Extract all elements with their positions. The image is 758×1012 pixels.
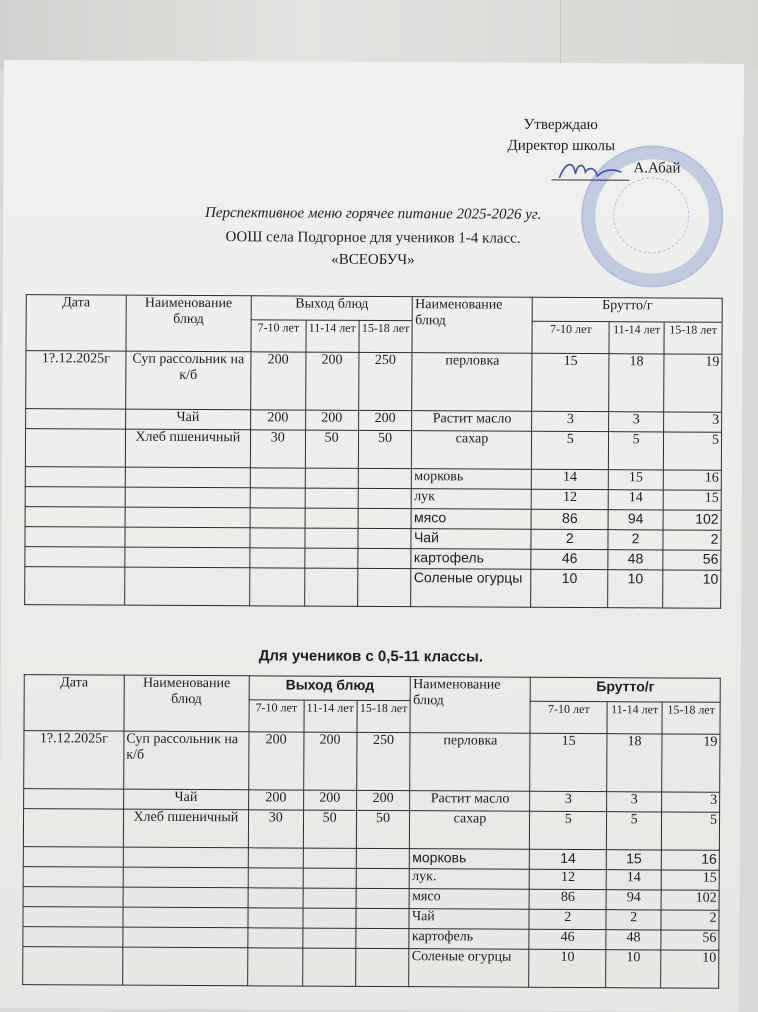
output-cell [357,568,411,606]
age-header: 7-10 лет [251,320,306,352]
dish-cell [125,527,250,548]
date-cell [23,927,123,948]
gross-cell: 15 [663,490,721,510]
output-cell: 200 [303,732,356,790]
gross-cell: 14 [608,490,663,510]
gross-cell: 46 [531,549,608,569]
background-tile [560,0,758,70]
gross-cell: 10 [608,570,663,608]
output-cell [356,888,410,908]
dish-cell: Хлеб пшеничный [125,429,250,468]
gross-cell: 3 [664,412,722,432]
product-cell: лук [412,489,532,510]
output-cell [305,488,358,508]
gross-cell: 2 [529,909,606,929]
gross-cell: 86 [529,889,606,909]
output-cell [303,848,356,868]
col-output-header: Выход блюд [251,296,413,321]
gross-cell: 10 [531,569,608,607]
output-cell: 50 [358,430,412,468]
dish-cell: Чай [123,789,248,810]
gross-cell: 15 [661,870,719,890]
dish-cell [123,867,248,888]
gross-cell: 3 [609,412,664,432]
col-output-header: Выход блюд [249,676,411,701]
dish-cell: Чай [125,409,250,430]
output-cell: 200 [305,352,358,410]
age-header: 11-14 лет [607,702,662,734]
product-cell: Чай [409,909,529,930]
gross-cell: 5 [607,812,662,850]
dish-cell: Суп рассольник на к/б [124,731,249,790]
product-cell: морковь [410,849,530,870]
output-cell [357,548,411,568]
age-header: 11-14 лет [609,322,664,354]
dish-cell [123,927,248,948]
gross-cell: 15 [608,470,663,490]
date-cell [23,907,123,928]
output-cell [355,928,409,948]
product-cell: сахар [410,811,530,850]
output-cell [355,948,409,986]
gross-cell: 3 [532,411,609,431]
dish-cell [123,907,248,928]
output-cell [305,468,358,488]
gross-cell: 5 [530,811,607,849]
table-row [23,809,719,851]
gross-cell: 14 [530,849,607,869]
gross-cell: 46 [529,929,606,949]
dish-cell [123,947,248,986]
gross-cell: 2 [608,530,663,550]
section-2-title: Для учеников с 0,5-11 классы. [1,646,741,667]
product-cell: Соленые огурцы [409,949,529,988]
product-cell: мясо [410,889,530,910]
table-row [25,429,721,471]
gross-cell: 94 [608,510,663,530]
gross-cell: 16 [661,850,719,870]
age-header: 11-14 лет [304,700,357,732]
date-cell [26,409,126,430]
gross-cell: 5 [661,812,719,850]
output-cell: 50 [356,810,410,848]
date-cell [25,487,125,508]
output-cell: 30 [250,430,305,468]
date-cell [23,847,123,868]
output-cell [356,908,410,928]
date-cell: 1?.12.2025г [26,351,126,410]
output-cell: 200 [305,410,358,430]
output-cell [250,548,305,568]
gross-cell: 16 [663,470,721,490]
gross-cell: 18 [607,734,662,792]
gross-cell: 3 [662,792,720,812]
gross-cell: 12 [530,869,607,889]
col-date-header: Дата [24,675,124,732]
output-cell [356,848,410,868]
table-row [25,567,721,609]
product-cell: картофель [409,929,529,950]
gross-cell: 10 [663,570,721,608]
output-cell: 200 [303,790,356,810]
date-cell [23,867,123,888]
date-cell [25,527,125,548]
output-cell: 200 [250,410,305,430]
age-header: 7-10 лет [530,701,607,733]
gross-cell: 56 [661,930,719,950]
output-cell [248,928,303,948]
date-cell [25,507,125,528]
date-cell [23,809,123,848]
output-cell [358,468,412,488]
output-cell: 200 [248,732,303,790]
col-product-header: Наименование блюд [410,677,530,734]
output-cell [304,568,357,606]
age-header: 7-10 лет [249,700,304,732]
dish-cell [125,467,250,488]
product-cell: морковь [412,469,532,490]
output-cell [248,908,303,928]
dish-cell [125,567,250,606]
output-cell: 30 [248,810,303,848]
date-cell [24,789,124,810]
gross-cell: 48 [606,930,661,950]
output-cell [248,868,303,888]
date-cell [25,567,125,606]
output-cell [358,508,412,528]
output-cell [356,868,410,888]
menu-table-2 [22,674,721,989]
product-cell: лук. [410,869,530,890]
date-cell [25,547,125,568]
output-cell: 200 [250,352,305,410]
date-cell [25,467,125,488]
gross-cell: 3 [530,791,607,811]
gross-cell: 3 [607,792,662,812]
gross-cell: 10 [661,950,719,988]
gross-cell: 5 [609,432,664,470]
gross-cell: 5 [663,432,721,470]
output-cell: 250 [356,732,410,790]
date-cell [23,887,123,908]
gross-cell: 15 [532,353,609,411]
output-cell [248,888,303,908]
dish-cell [125,487,250,508]
gross-cell: 102 [661,890,719,910]
product-cell: перловка [410,733,530,792]
gross-cell: 102 [663,510,721,530]
table-row [26,351,722,413]
date-cell: 1?.12.2025г [24,731,124,790]
col-dish-header: Наименование блюд [124,675,249,732]
menu-subtitle: ООШ села Подгорное для учеников 1-4 класс. [3,228,743,249]
director-signature [551,156,629,186]
output-cell: 250 [358,352,412,410]
dish-cell [123,887,248,908]
gross-cell: 14 [532,469,609,489]
output-cell: 200 [356,790,410,810]
gross-cell: 48 [608,550,663,570]
table-row [23,947,719,989]
gross-cell: 2 [531,529,608,549]
approval-name: А.Абай [633,160,680,177]
product-cell: мясо [412,509,532,530]
col-date-header: Дата [26,295,126,352]
age-header: 7-10 лет [532,321,609,353]
date-cell [23,947,123,986]
program-name: «ВСЕОБУЧ» [3,250,743,271]
output-cell [303,868,356,888]
gross-cell: 5 [532,431,609,469]
gross-cell: 2 [663,530,721,550]
age-header: 11-14 лет [306,320,359,352]
output-cell: 200 [248,790,303,810]
gross-cell: 19 [664,354,722,412]
output-cell [250,468,305,488]
gross-cell: 18 [609,354,664,412]
age-header: 15-18 лет [662,702,720,734]
menu-table-1 [24,294,723,609]
output-cell: 50 [305,430,358,468]
approval-position: Директор школы [508,138,616,156]
product-cell: Чай [411,529,531,550]
output-cell: 50 [303,810,356,848]
age-header: 15-18 лет [664,322,722,354]
product-cell: Растит масло [410,791,530,812]
table-row [24,731,720,793]
gross-cell: 56 [663,550,721,570]
gross-cell: 12 [532,489,609,509]
gross-cell: 2 [661,910,719,930]
col-gross-header: Брутто/г [531,677,721,702]
gross-cell: 15 [606,850,661,870]
output-cell [247,948,302,986]
output-cell [250,508,305,528]
dish-cell: Суп рассольник на к/б [126,351,251,410]
output-cell [250,488,305,508]
dish-cell [125,547,250,568]
output-cell [249,568,304,606]
output-cell [358,488,412,508]
gross-cell: 94 [606,890,661,910]
col-product-header: Наименование блюд [412,297,532,354]
gross-cell: 86 [531,509,608,529]
approval-line: Утверждаю [524,117,598,134]
product-cell: картофель [411,549,531,570]
dish-cell [125,507,250,528]
output-cell [305,548,358,568]
menu-title: Перспективное меню горячее питание 2025-2026 уг. [3,204,743,225]
gross-cell: 10 [606,950,661,988]
col-gross-header: Брутто/г [532,297,722,322]
product-cell: сахар [412,431,532,470]
dish-cell [123,847,248,868]
output-cell [305,528,358,548]
document-page [0,60,744,1012]
gross-cell: 14 [606,870,661,890]
output-cell: 200 [358,410,412,430]
product-cell: Соленые огурцы [411,569,531,608]
gross-cell: 10 [529,949,606,987]
gross-cell: 2 [606,910,661,930]
age-header: 15-18 лет [359,320,413,352]
output-cell [303,908,356,928]
gross-cell: 15 [530,733,607,791]
date-cell [25,429,125,468]
gross-cell: 19 [662,734,720,792]
col-dish-header: Наименование блюд [126,295,251,352]
product-cell: Растит масло [412,411,532,432]
output-cell [303,888,356,908]
output-cell [303,928,356,948]
dish-cell: Хлеб пшеничный [123,809,248,848]
output-cell [250,528,305,548]
output-cell [248,848,303,868]
output-cell [302,948,355,986]
age-header: 15-18 лет [357,700,411,732]
output-cell [305,508,358,528]
output-cell [358,528,412,548]
product-cell: перловка [412,353,532,412]
